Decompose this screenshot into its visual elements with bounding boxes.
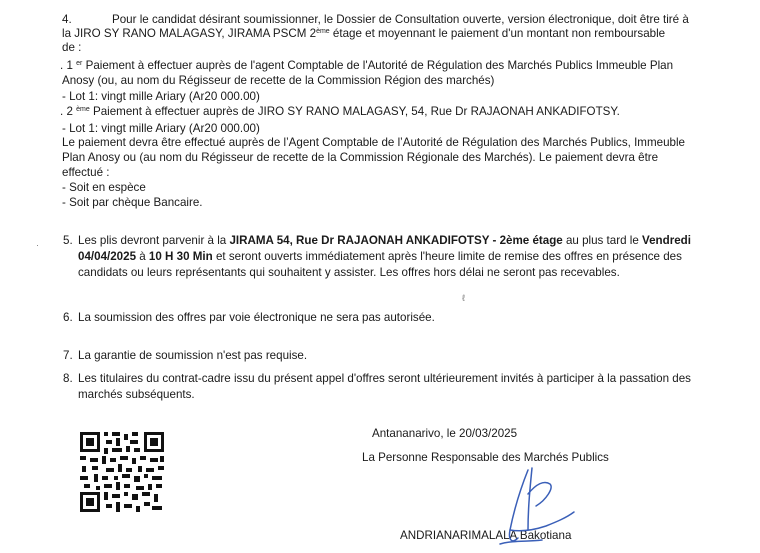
item8-line1 — [63, 372, 723, 386]
place-and-date: Antananarivo, le 20/03/2025 — [372, 427, 518, 440]
item5-at: à — [136, 250, 149, 263]
payment-note-line2: Plan Anosy ou (au nom du Régisseur de recette de la Commission Régionale des Marchés). Le paiement devra être — [62, 151, 659, 164]
lot1-amount-1: - Lot 1: vingt mille Ariary (Ar20 000.00) — [62, 90, 260, 103]
item5-text-a: Les plis devront parvenir à la — [78, 234, 230, 247]
item5-line2 — [78, 250, 718, 264]
item5-text-c: et seront ouverts immédiatement après l'heure limite de remise des offres en présence des — [212, 250, 682, 263]
item4-intro-b2: étage et moyennant le paiement d'un montant non remboursable — [329, 27, 666, 40]
item6-text: La soumission des offres par voie électronique ne sera pas autorisée. — [78, 311, 435, 324]
item6-number: 6. — [63, 311, 73, 324]
payment-1-line1 — [60, 59, 720, 73]
payment-1-prefix: . 1 — [60, 59, 77, 72]
scan-speck: ℓ — [462, 293, 465, 303]
item8-line2: marchés subséquents. — [78, 388, 195, 401]
item6 — [63, 311, 435, 325]
payment-2-sup: ème — [76, 106, 90, 113]
signatory-role: La Personne Responsable des Marchés Publics — [362, 451, 609, 464]
item5-number: 5. — [63, 234, 73, 247]
payment-option-cheque: - Soit par chèque Bancaire. — [62, 196, 203, 209]
item4-number: 4. — [62, 13, 72, 26]
item4-intro-a: Pour le candidat désirant soumissionner, le Dossier de Consultation ouverte, version électronique, doit être tiré à — [112, 13, 689, 26]
item5-line1 — [63, 234, 713, 248]
item5-day: Vendredi — [642, 234, 691, 247]
item7-text: La garantie de soumission n'est pas requise. — [78, 349, 308, 362]
signatory-name: ANDRIANARIMALALA Bakotiana — [400, 529, 572, 542]
item4-line1 — [62, 13, 712, 27]
payment-option-cash: - Soit en espèce — [62, 181, 146, 194]
payment-1-text: Paiement à effectuer auprès de l'agent Comptable de l'Autorité de Régulation des Marchés Publics Immeuble Plan — [82, 59, 674, 72]
item5-text-b: au plus tard le — [562, 234, 643, 247]
item8-text-a: Les titulaires du contrat-cadre issu du présent appel d'offres seront ultérieurement invités à participer à la passation des — [78, 372, 691, 385]
item4-sup: ème — [316, 28, 330, 35]
payment-note-line3: effectué : — [62, 166, 110, 179]
signature-icon — [470, 460, 580, 550]
item8-number: 8. — [63, 372, 73, 385]
item4-line3: de : — [62, 41, 82, 54]
scan-speck: · — [36, 240, 39, 250]
item5-date: 04/04/2025 — [78, 250, 137, 263]
item4-intro-b1: la JIRO SY RANO MALAGASY, JIRAMA PSCM 2 — [62, 27, 317, 40]
payment-1-line2: Anosy (ou, au nom du Régisseur de recette de la Commission Région des marchés) — [62, 74, 495, 87]
payment-1-sup: er — [76, 60, 83, 67]
item5-line3: candidats ou leurs représentants qui souhaitent y assister. Les offres hors délai ne seront pas recevables. — [78, 266, 620, 279]
qr-code-icon — [78, 430, 166, 514]
item4-line2 — [62, 27, 722, 41]
payment-2-line — [60, 105, 720, 119]
item5-time: 10 H 30 Min — [148, 250, 213, 263]
payment-2-text: Paiement à effectuer auprès de JIRO SY RANO MALAGASY, 54, Rue Dr RAJAONAH ANKADIFOTSY. — [89, 105, 620, 118]
lot1-amount-2: - Lot 1: vingt mille Ariary (Ar20 000.00) — [62, 122, 260, 135]
item7-number: 7. — [63, 349, 73, 362]
payment-note-line1: Le paiement devra être effectué auprès de l’Agent Comptable de l’Autorité de Régulation des Marchés Publics, Immeuble — [62, 136, 685, 149]
payment-2-prefix: . 2 — [60, 105, 77, 118]
item7 — [63, 349, 307, 363]
item5-address: JIRAMA 54, Rue Dr RAJAONAH ANKADIFOTSY - 2ème étage — [229, 234, 563, 247]
